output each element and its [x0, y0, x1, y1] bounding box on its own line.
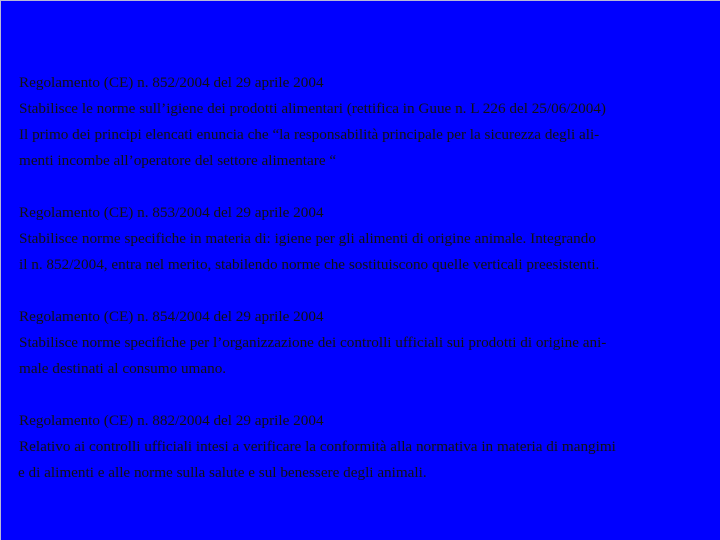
paragraph-regolamento-882: [19, 408, 720, 486]
paragraph-line: Stabilisce le norme sull’igiene dei prodotti alimentari (rettifica in Guue n. L 226 del 25/06/2004): [19, 100, 606, 117]
paragraph-regolamento-854: [19, 304, 720, 382]
paragraph-line: Relativo ai controlli ufficiali intesi a verificare la conformità alla normativa in materia di mangimi: [19, 438, 616, 455]
paragraph-heading: Regolamento (CE) n. 854/2004 del 29 aprile 2004: [19, 308, 324, 325]
paragraph-regolamento-853: [19, 200, 720, 278]
paragraph-line: male destinati al consumo umano.: [19, 360, 227, 377]
slide-body-text: [19, 70, 720, 512]
paragraph-regolamento-852: [19, 70, 720, 174]
paragraph-line: Stabilisce norme specifiche in materia di: igiene per gli alimenti di origine animale. Integrando: [19, 230, 596, 247]
paragraph-line: Stabilisce norme specifiche per l’organizzazione dei controlli ufficiali sui prodotti di origine ani-: [19, 334, 607, 351]
paragraph-line: Il primo dei principi elencati enuncia che “la responsabilità principale per la sicurezza degli ali-: [19, 126, 600, 143]
paragraph-heading: Regolamento (CE) n. 853/2004 del 29 aprile 2004: [19, 204, 324, 221]
paragraph-line: il n. 852/2004, entra nel merito, stabilendo norme che sostituiscono quelle verticali preesistenti.: [19, 256, 600, 273]
paragraph-line: e di alimenti e alle norme sulla salute e sul benessere degli animali.: [18, 464, 427, 481]
paragraph-line: menti incombe all’operatore del settore alimentare “: [19, 152, 337, 169]
paragraph-heading: Regolamento (CE) n. 852/2004 del 29 aprile 2004: [19, 74, 324, 91]
paragraph-heading: Regolamento (CE) n. 882/2004 del 29 aprile 2004: [19, 412, 324, 429]
